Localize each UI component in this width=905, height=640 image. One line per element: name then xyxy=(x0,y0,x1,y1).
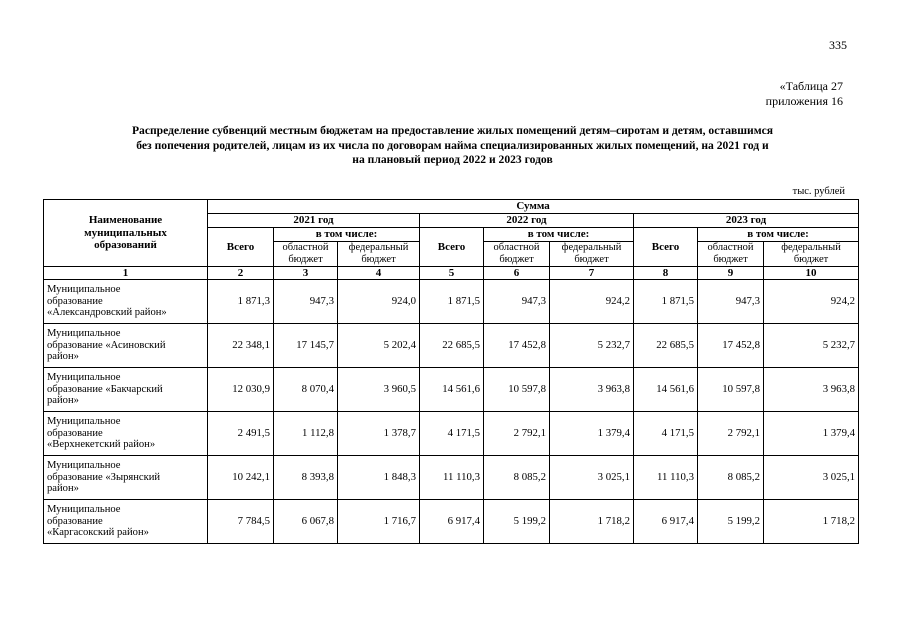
value-cell: 1 379,4 xyxy=(764,412,859,456)
header-total: Всего xyxy=(634,228,698,267)
municipality-name-line: образование xyxy=(47,515,103,527)
units-label: тыс. рублей xyxy=(792,186,845,197)
municipality-name xyxy=(44,368,208,412)
title-line: без попечения родителей, лицам из их числа по договорам найма специализированных жилых помещений, на 2021 год и xyxy=(136,138,769,152)
value-cell: 10 242,1 xyxy=(208,456,274,500)
value-cell: 2 491,5 xyxy=(208,412,274,456)
value-cell: 5 202,4 xyxy=(338,324,420,368)
value-cell: 1 718,2 xyxy=(764,500,859,544)
document-title xyxy=(40,124,865,168)
title-line: Распределение субвенций местным бюджетам на предоставление жилых помещений детям–сиротам и детям, оставшимся xyxy=(131,124,774,137)
header-regional xyxy=(698,242,764,267)
value-cell: 1 716,7 xyxy=(338,500,420,544)
header-total: Всего xyxy=(420,228,484,267)
header-name-line: образований xyxy=(94,239,157,251)
header-name-line: Наименование xyxy=(88,214,163,226)
value-cell: 1 848,3 xyxy=(338,456,420,500)
header-federal-line: бюджет xyxy=(361,254,396,265)
column-number: 4 xyxy=(338,267,420,280)
value-cell: 947,3 xyxy=(274,280,338,324)
table-row xyxy=(44,456,859,500)
municipality-name-line: образование «Асиновский xyxy=(47,339,166,351)
value-cell: 1 378,7 xyxy=(338,412,420,456)
value-cell: 11 110,3 xyxy=(634,456,698,500)
value-cell: 14 561,6 xyxy=(420,368,484,412)
header-including: в том числе: xyxy=(274,228,420,242)
value-cell: 947,3 xyxy=(484,280,550,324)
header-regional-line: бюджет xyxy=(499,254,534,265)
municipality-name xyxy=(44,412,208,456)
value-cell: 8 085,2 xyxy=(698,456,764,500)
value-cell: 3 963,8 xyxy=(764,368,859,412)
table-row xyxy=(44,368,859,412)
table-row xyxy=(44,412,859,456)
municipality-name xyxy=(44,456,208,500)
municipality-name-line: «Александровский район» xyxy=(47,307,167,319)
value-cell: 10 597,8 xyxy=(698,368,764,412)
municipality-name-line: Муниципальное xyxy=(47,284,121,296)
header-row-sum xyxy=(44,200,859,214)
subvention-table xyxy=(43,199,859,544)
value-cell: 22 348,1 xyxy=(208,324,274,368)
value-cell: 8 070,4 xyxy=(274,368,338,412)
value-cell: 4 171,5 xyxy=(634,412,698,456)
municipality-name-line: «Каргасокский район» xyxy=(47,527,149,539)
column-number: 9 xyxy=(698,267,764,280)
table-row xyxy=(44,324,859,368)
value-cell: 5 232,7 xyxy=(764,324,859,368)
header-regional-line: областной xyxy=(493,242,540,253)
header-regional-line: областной xyxy=(282,242,329,253)
municipality-name-line: район» xyxy=(47,395,79,407)
value-cell: 7 784,5 xyxy=(208,500,274,544)
value-cell: 5 199,2 xyxy=(484,500,550,544)
value-cell: 6 917,4 xyxy=(634,500,698,544)
header-federal xyxy=(550,242,634,267)
header-year-2023: 2023 год xyxy=(634,214,859,228)
value-cell: 8 085,2 xyxy=(484,456,550,500)
municipality-name-line: образование xyxy=(47,427,103,439)
value-cell: 17 452,8 xyxy=(698,324,764,368)
value-cell: 924,2 xyxy=(764,280,859,324)
header-federal-line: федеральный xyxy=(781,242,841,253)
municipality-name-line: образование xyxy=(47,295,103,307)
value-cell: 17 452,8 xyxy=(484,324,550,368)
header-sum: Сумма xyxy=(208,200,859,214)
table-body xyxy=(44,280,859,544)
value-cell: 10 597,8 xyxy=(484,368,550,412)
value-cell: 11 110,3 xyxy=(420,456,484,500)
column-number: 8 xyxy=(634,267,698,280)
column-number: 10 xyxy=(764,267,859,280)
value-cell: 1 379,4 xyxy=(550,412,634,456)
page-number: 335 xyxy=(829,38,847,52)
table-row xyxy=(44,500,859,544)
table-reference xyxy=(766,79,843,109)
municipality-name xyxy=(44,324,208,368)
header-federal-line: федеральный xyxy=(561,242,622,253)
header-federal-line: бюджет xyxy=(574,254,609,265)
header-federal xyxy=(338,242,420,267)
municipality-name-line: Муниципальное xyxy=(47,416,121,428)
value-cell: 924,2 xyxy=(550,280,634,324)
value-cell: 924,0 xyxy=(338,280,420,324)
column-number-row xyxy=(44,267,859,280)
column-number: 1 xyxy=(44,267,208,280)
header-total: Всего xyxy=(208,228,274,267)
table-reference-line: приложения 16 xyxy=(765,94,843,108)
value-cell: 4 171,5 xyxy=(420,412,484,456)
value-cell: 3 960,5 xyxy=(338,368,420,412)
header-name-col xyxy=(44,200,208,267)
municipality-name-line: район» xyxy=(47,351,79,363)
municipality-name xyxy=(44,500,208,544)
value-cell: 2 792,1 xyxy=(484,412,550,456)
value-cell: 1 871,3 xyxy=(208,280,274,324)
column-number: 7 xyxy=(550,267,634,280)
header-regional-line: бюджет xyxy=(288,254,323,265)
value-cell: 3 963,8 xyxy=(550,368,634,412)
value-cell: 6 917,4 xyxy=(420,500,484,544)
municipality-name-line: образование «Зырянский xyxy=(47,471,161,483)
header-year-2022: 2022 год xyxy=(420,214,634,228)
value-cell: 14 561,6 xyxy=(634,368,698,412)
column-number: 2 xyxy=(208,267,274,280)
value-cell: 1 871,5 xyxy=(420,280,484,324)
value-cell: 3 025,1 xyxy=(764,456,859,500)
header-regional xyxy=(274,242,338,267)
value-cell: 1 871,5 xyxy=(634,280,698,324)
value-cell: 1 718,2 xyxy=(550,500,634,544)
municipality-name-line: Муниципальное xyxy=(47,460,121,472)
column-number: 6 xyxy=(484,267,550,280)
value-cell: 5 232,7 xyxy=(550,324,634,368)
municipality-name-line: Муниципальное xyxy=(47,372,121,384)
municipality-name-line: «Верхнекетский район» xyxy=(47,439,156,451)
header-including: в том числе: xyxy=(484,228,634,242)
header-regional-line: областной xyxy=(707,242,754,253)
header-federal-line: федеральный xyxy=(348,242,409,253)
header-federal xyxy=(764,242,859,267)
header-regional xyxy=(484,242,550,267)
value-cell: 22 685,5 xyxy=(634,324,698,368)
municipality-name-line: Муниципальное xyxy=(47,504,121,516)
table-reference-line: «Таблица 27 xyxy=(779,79,843,93)
column-number: 3 xyxy=(274,267,338,280)
municipality-name xyxy=(44,280,208,324)
title-line: на плановый период 2022 и 2023 годов xyxy=(352,153,553,166)
value-cell: 1 112,8 xyxy=(274,412,338,456)
value-cell: 6 067,8 xyxy=(274,500,338,544)
value-cell: 8 393,8 xyxy=(274,456,338,500)
header-including: в том числе: xyxy=(698,228,859,242)
municipality-name-line: образование «Бакчарский xyxy=(47,383,163,395)
value-cell: 12 030,9 xyxy=(208,368,274,412)
header-federal-line: бюджет xyxy=(793,254,829,265)
value-cell: 17 145,7 xyxy=(274,324,338,368)
value-cell: 3 025,1 xyxy=(550,456,634,500)
table-row xyxy=(44,280,859,324)
municipality-name-line: район» xyxy=(47,483,79,495)
value-cell: 22 685,5 xyxy=(420,324,484,368)
header-name-line: муниципальных xyxy=(84,226,167,239)
municipality-name-line: Муниципальное xyxy=(47,328,121,340)
header-regional-line: бюджет xyxy=(713,254,748,265)
value-cell: 5 199,2 xyxy=(698,500,764,544)
value-cell: 2 792,1 xyxy=(698,412,764,456)
header-year-2021: 2021 год xyxy=(208,214,420,228)
column-number: 5 xyxy=(420,267,484,280)
value-cell: 947,3 xyxy=(698,280,764,324)
